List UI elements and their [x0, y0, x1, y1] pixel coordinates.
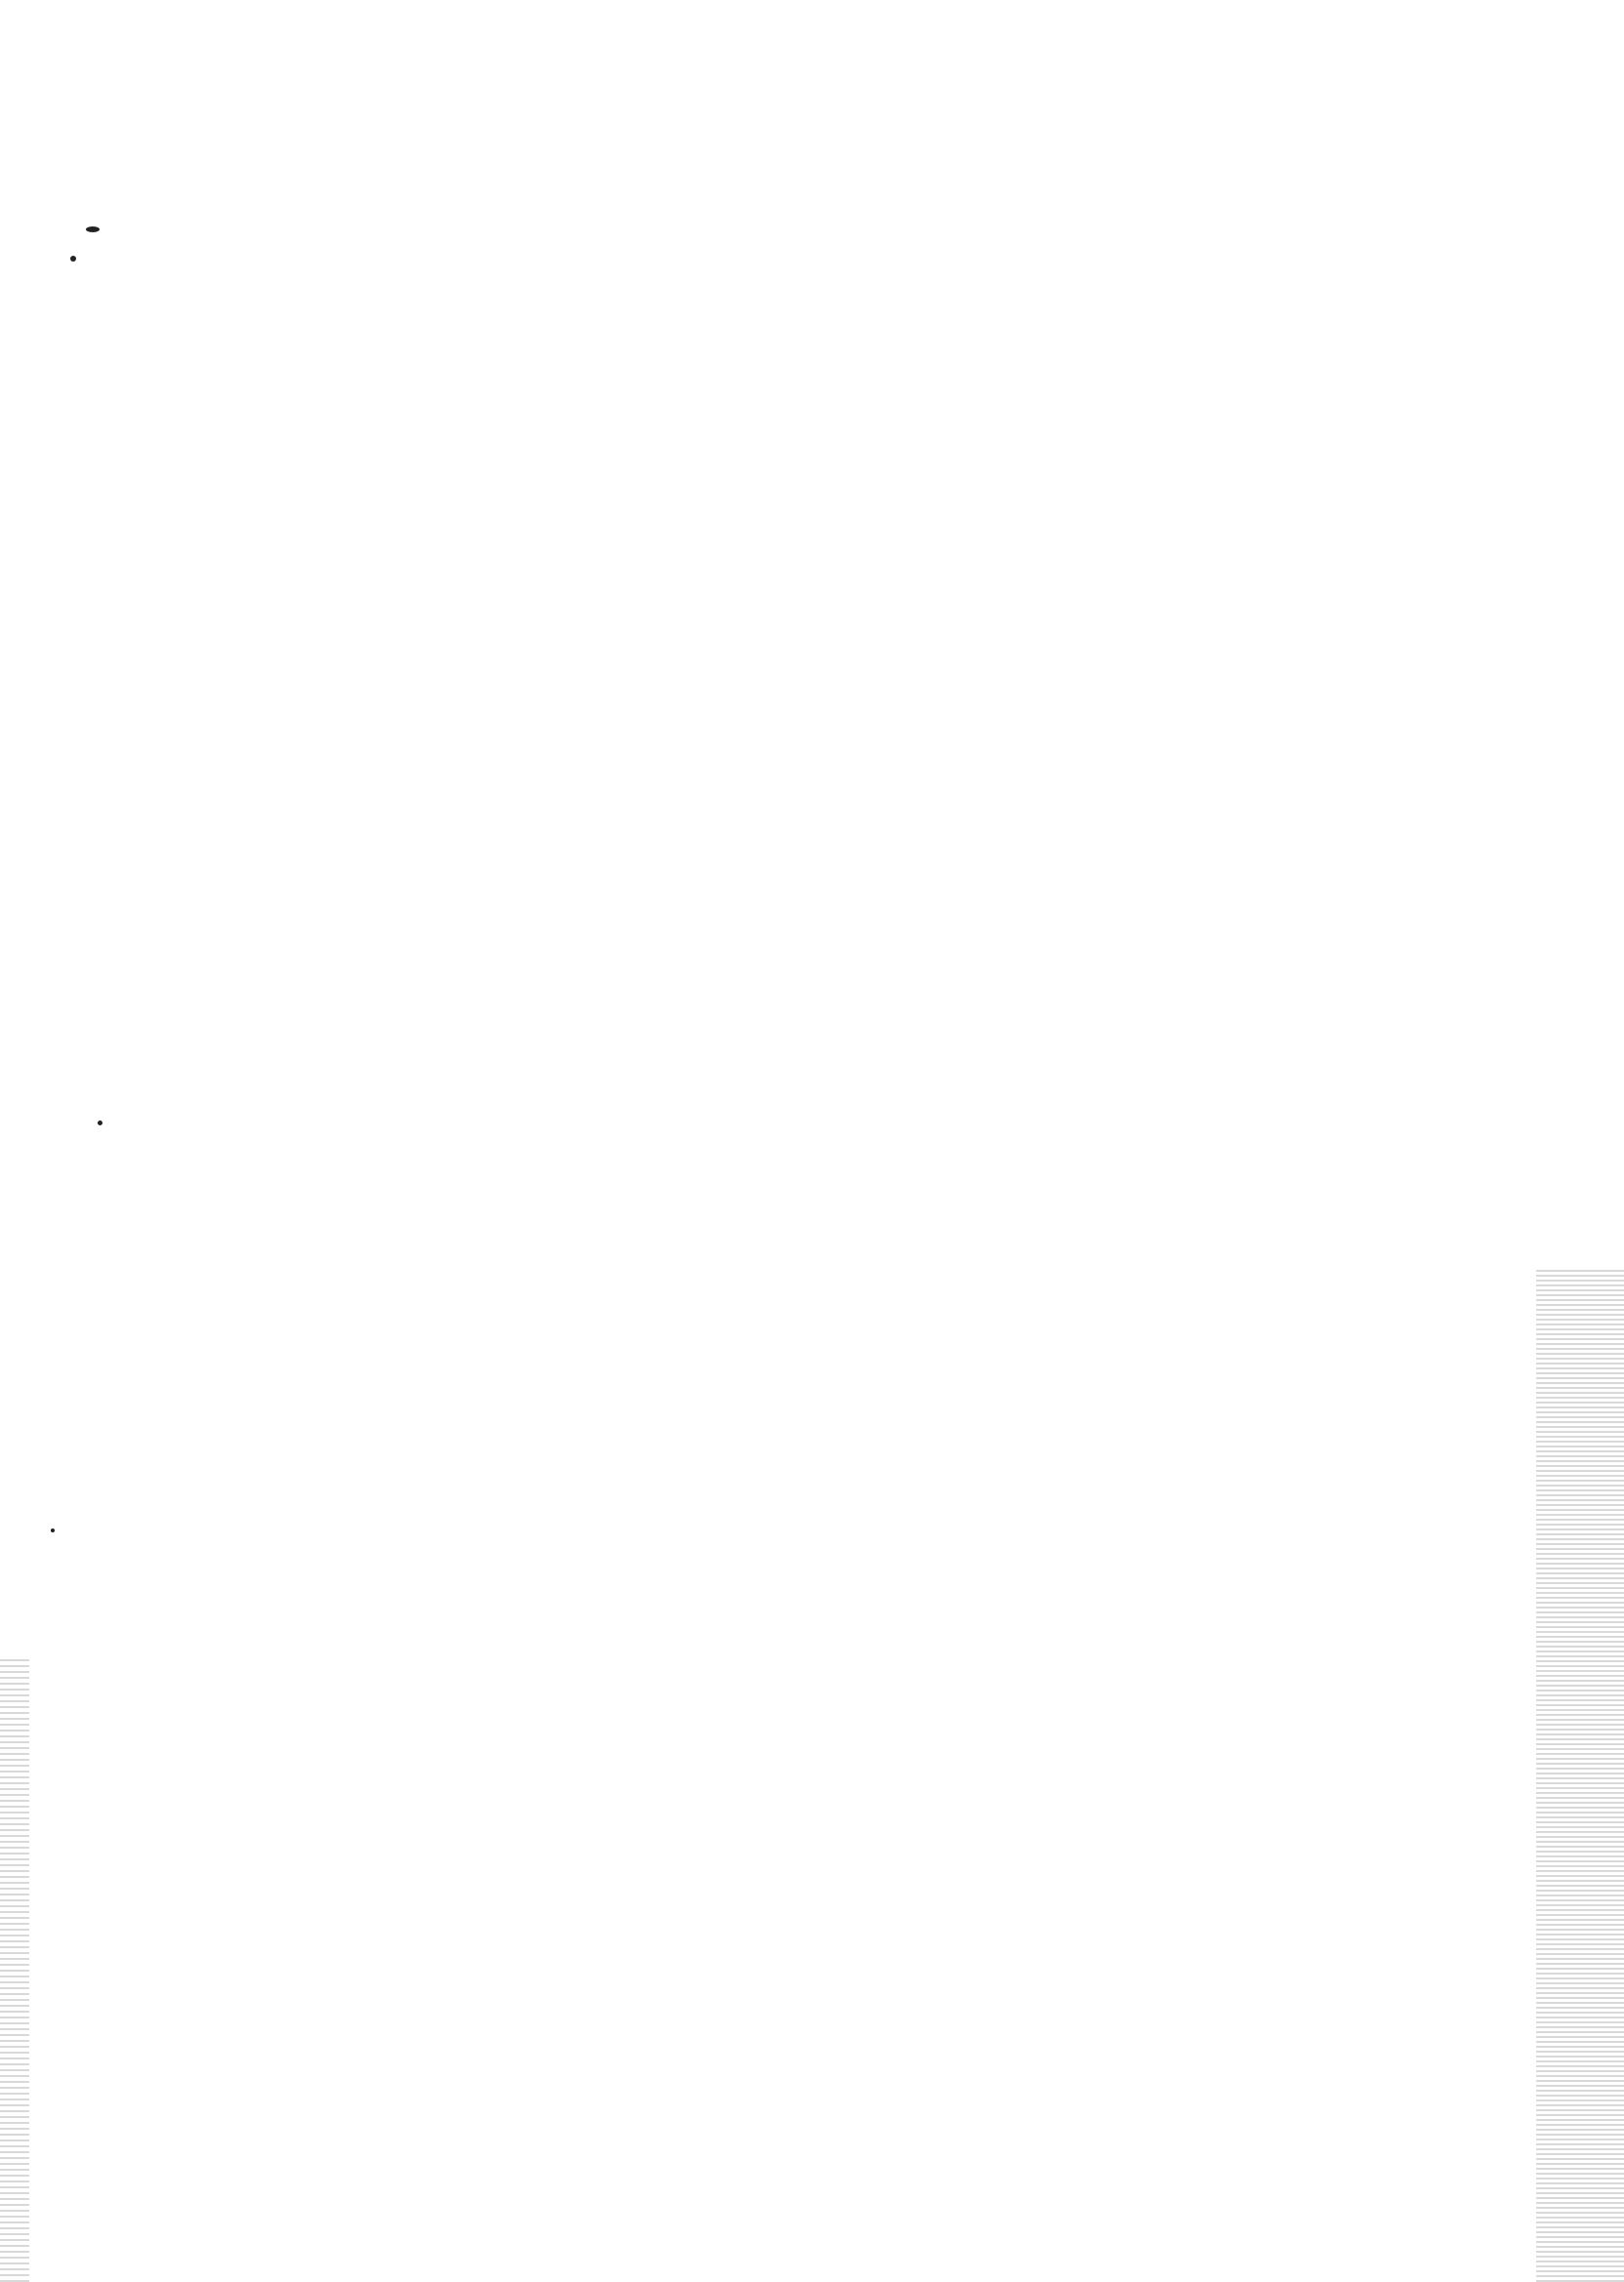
scan-speck — [51, 1528, 55, 1532]
scan-edge-noise-left — [0, 1659, 29, 2282]
scan-speck — [86, 226, 100, 232]
scan-edge-noise-right — [1536, 1269, 1624, 2282]
scan-speck — [98, 1121, 102, 1125]
scan-speck — [70, 256, 76, 262]
